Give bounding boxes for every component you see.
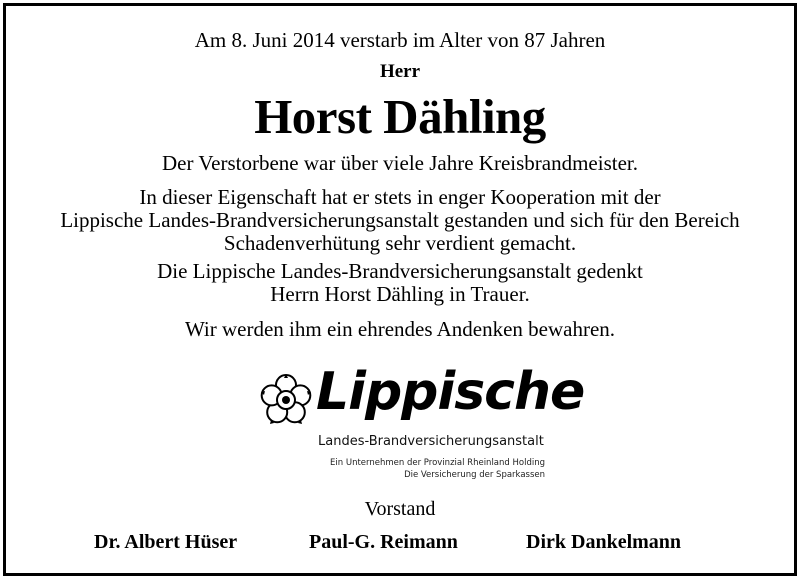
- logo-wordmark: Lippische: [316, 362, 585, 422]
- logo-tagline: Ein Unternehmen der Provinzial Rheinland Holding: [330, 458, 545, 468]
- paragraph-2-line: Schadenverhütung sehr verdient gemacht.: [223, 231, 577, 255]
- date-line: Am 8. Juni 2014 verstarb im Alter von 87 Jahren: [194, 28, 606, 52]
- paragraph-3-line: Die Lippische Landes-Brandversicherungsanstalt gedenkt: [157, 259, 643, 283]
- paragraph-3: [6, 260, 794, 306]
- logo-tagline: Die Versicherung der Sparkassen: [404, 470, 545, 480]
- company-logo: [258, 362, 585, 489]
- paragraph-2-line: In dieser Eigenschaft hat er stets in enger Kooperation mit der: [139, 185, 661, 209]
- paragraph-2-line: Lippische Landes-Brandversicherungsanstalt gestanden und sich für den Bereich: [60, 208, 740, 232]
- paragraph-3-line: Herrn Horst Dähling in Trauer.: [270, 282, 530, 306]
- board-member: Paul-G. Reimann: [309, 531, 458, 553]
- salutation: Herr: [379, 61, 421, 82]
- logo-subtitle: Landes-Brandversicherungsanstalt: [318, 434, 544, 449]
- deceased-name: Horst Dähling: [254, 89, 546, 144]
- paragraph-4: Wir werden ihm ein ehrendes Andenken bewahren.: [184, 317, 616, 341]
- board-member: Dirk Dankelmann: [526, 531, 682, 553]
- board-member: Dr. Albert Hüser: [94, 531, 238, 553]
- paragraph-1: Der Verstorbene war über viele Jahre Kreisbrandmeister.: [161, 151, 638, 175]
- lippe-rose-icon: [258, 372, 314, 428]
- paragraph-2: [6, 186, 794, 255]
- board-label: Vorstand: [364, 498, 436, 520]
- obituary-notice: [3, 3, 797, 576]
